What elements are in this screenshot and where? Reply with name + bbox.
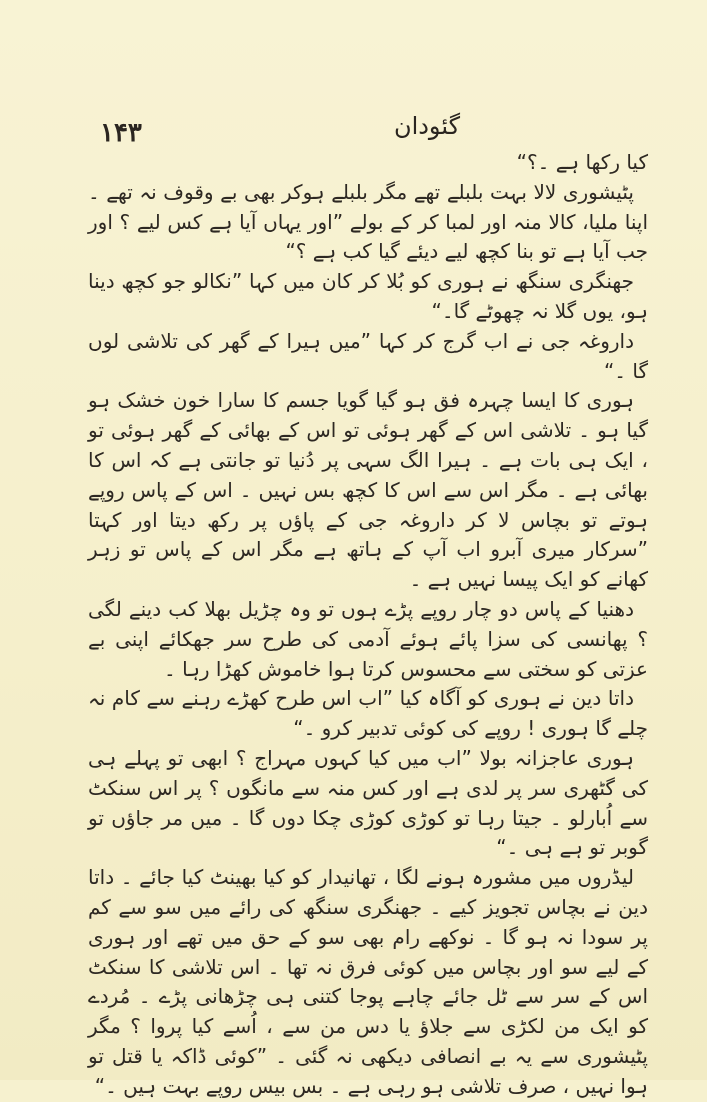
page-header xyxy=(100,112,660,152)
paragraph: دھنیا کے پاس دو چار روپے پڑے ہوں تو وہ چڑیل بھلا کب دینے لگی ؟ پھانسی کی سزا پائے ہوئے آدمی کی طرح سر جھکائے اپنی بے عزتی کو سختی سے محسوس کرتا ہوا خاموش کھڑا رہا ۔ xyxy=(88,596,648,681)
paragraph: داتا دین نے ہوری کو آگاہ کیا ”اب اس طرح کھڑے رہنے سے کام نہ چلے گا ہوری ! روپے کی کوئی تدبیر کرو ۔“ xyxy=(88,686,648,741)
running-title: گئودان xyxy=(393,112,460,140)
paragraph: جھنگری سنگھ نے ہوری کو بُلا کر کان میں کہا ”نکالو جو کچھ دینا ہو، یوں گلا نہ چھوٹے گا۔“ xyxy=(88,269,648,323)
paragraph: پٹیشوری لالا بہت بلبلے تھے مگر بلبلے ہوکر بھی بے وقوف نہ تھے ۔ اپنا ملیا، کالا منہ اور لمبا کر کے بولے ”اور یہاں آیا ہے کس لیے ؟ اور جب آیا ہے تو بنا کچھ لیے دیئے گیا کب ہے ؟“ xyxy=(88,179,648,264)
paragraph: ہوری عاجزانہ بولا ”اب میں کیا کہوں مہراج ؟ ابھی تو پہلے ہی کی گٹھری سر پر لدی ہے اور کس منہ سے مانگوں ؟ پر اس سنکٹ سے اُبارلو ۔ جیتا رہا تو کوڑی کوڑی چکا دوں گا ۔ میں مر جاؤں تو گوبر تو ہے ہی ۔“ xyxy=(88,745,648,860)
paragraph: کیا رکھا ہے ۔؟“ xyxy=(516,150,648,174)
paragraph: لیڈروں میں مشورہ ہونے لگا ، تھانیدار کو کیا بھینٹ کیا جائے ۔ داتا دین نے بچاس تجویز کیے ۔ جھنگری سنگھ کی رائے میں سو سے کم پر سودا نہ ہو گا ۔ نوکھے رام بھی سو کے حق میں تھے اور ہوری کے لیے سو اور بچاس میں کوئی فرق نہ تھا ۔ اس تلاشی کا سنکٹ اس کے سر سے ٹل جائے چاہے پوجا کتنی ہی چڑھانی پڑے ۔ مُردے کو ایک من لکڑی سے جلاؤ یا دس من سے ، اُسے کیا پروا ؟ مگر پٹیشوری سے یہ بے انصافی دیکھی نہ گئی ۔ ”کوئی ڈاکہ یا قتل تو ہوا نہیں ، صرف تلاشی ہو رہی ہے ۔ بس بیس روپے بہت ہیں ۔“ xyxy=(88,865,648,1098)
body-text xyxy=(88,148,648,1102)
paragraph: ہوری کا ایسا چہرہ فق ہو گیا گویا جسم کا سارا خون خشک ہو گیا ہو ۔ تلاشی اس کے گھر ہوئی تو اس کے بھائی کے گھر ہوئی تو ، ایک ہی بات ہے ۔ ہیرا الگ سہی پر دُنیا تو جانتی ہے کہ اس کا بھائی ہے ۔ مگر اس سے اس کا کچھ بس نہیں ۔ اس کے پاس روپے ہوتے تو بچاس لا کر داروغہ جی کے پاؤں پر رکھ دیتا اور کہتا ”سرکار میری آبرو اب آپ کے ہاتھ ہے مگر اس کے پاس تو زہر کھانے کو ایک پیسا نہیں ہے ۔ xyxy=(88,388,648,592)
page-number: ۱۴۳ xyxy=(100,118,142,148)
paragraph: داروغہ جی نے اب گرج کر کہا ”میں ہیرا کے گھر کی تلاشی لوں گا ۔“ xyxy=(88,328,648,383)
